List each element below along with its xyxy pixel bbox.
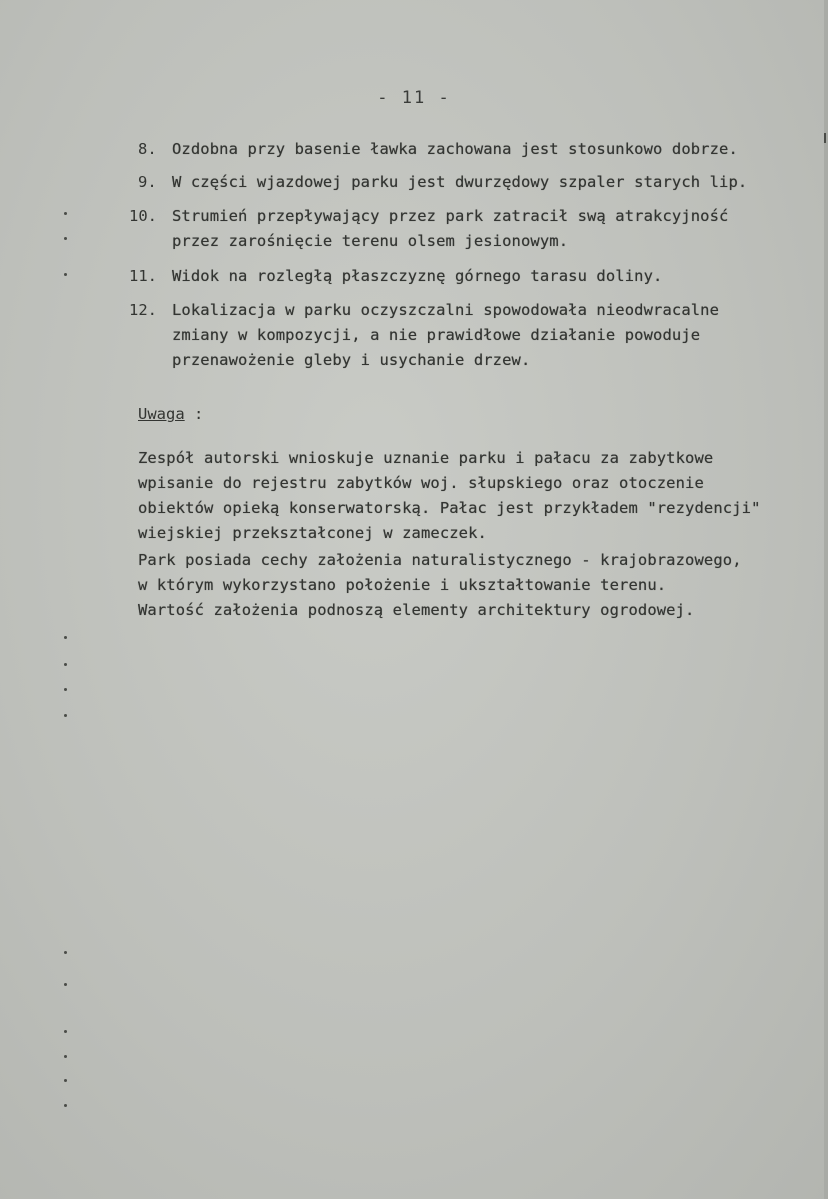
page-edge	[824, 0, 828, 1199]
note-line: obiektów opieką konserwatorską. Pałac jest przykładem "rezydencji"	[138, 499, 761, 517]
note-line: Wartość założenia podnoszą elementy architektury ogrodowej.	[138, 601, 695, 619]
page-number: - 11 -	[377, 88, 451, 108]
note-label: Uwaga	[138, 405, 185, 423]
note-line: wpisanie do rejestru zabytków woj. słupskiego oraz otoczenie	[138, 474, 704, 492]
item-text-line: Strumień przepływający przez park zatracił swą atrakcyjność	[172, 207, 729, 225]
item-text-line: W części wjazdowej parku jest dwurzędowy szpaler starych lip.	[172, 173, 748, 191]
margin-speck	[64, 273, 67, 276]
note-heading	[138, 402, 203, 427]
item-text-line: zmiany w kompozycji, a nie prawidłowe działanie powoduje	[172, 326, 701, 344]
item-number: 12.	[129, 301, 157, 319]
item-text-line: Lokalizacja w parku oczyszczalni spowodowała nieodwracalne	[172, 301, 720, 319]
item-number: 10.	[129, 207, 157, 225]
margin-speck	[824, 133, 826, 143]
item-text-line: Widok na rozległą płaszczyznę górnego tarasu doliny.	[172, 267, 663, 285]
margin-speck	[64, 1079, 67, 1082]
item-number: 9.	[138, 173, 157, 191]
margin-speck	[64, 237, 67, 240]
margin-speck	[64, 688, 67, 691]
item-text-line: przenawożenie gleby i usychanie drzew.	[172, 351, 531, 369]
note-line: Zespół autorski wnioskuje uznanie parku i pałacu za zabytkowe	[138, 449, 714, 467]
item-number: 8.	[138, 140, 157, 158]
note-line: w którym wykorzystano położenie i ukształtowanie terenu.	[138, 576, 667, 594]
margin-speck	[64, 663, 67, 666]
item-number: 11.	[129, 267, 157, 285]
item-text-line: przez zarośnięcie terenu olsem jesionowym.	[172, 232, 569, 250]
margin-speck	[64, 212, 67, 215]
margin-speck	[64, 1055, 67, 1058]
note-colon: :	[194, 405, 204, 423]
margin-speck	[64, 636, 67, 639]
note-line: Park posiada cechy założenia naturalistycznego - krajobrazowego,	[138, 551, 742, 569]
margin-speck	[64, 714, 67, 717]
item-text-line: Ozdobna przy basenie ławka zachowana jest stosunkowo dobrze.	[172, 140, 738, 158]
margin-speck	[64, 1104, 67, 1107]
margin-speck	[64, 983, 67, 986]
note-line: wiejskiej przekształconej w zameczek.	[138, 524, 487, 542]
margin-speck	[64, 951, 67, 954]
margin-speck	[64, 1030, 67, 1033]
